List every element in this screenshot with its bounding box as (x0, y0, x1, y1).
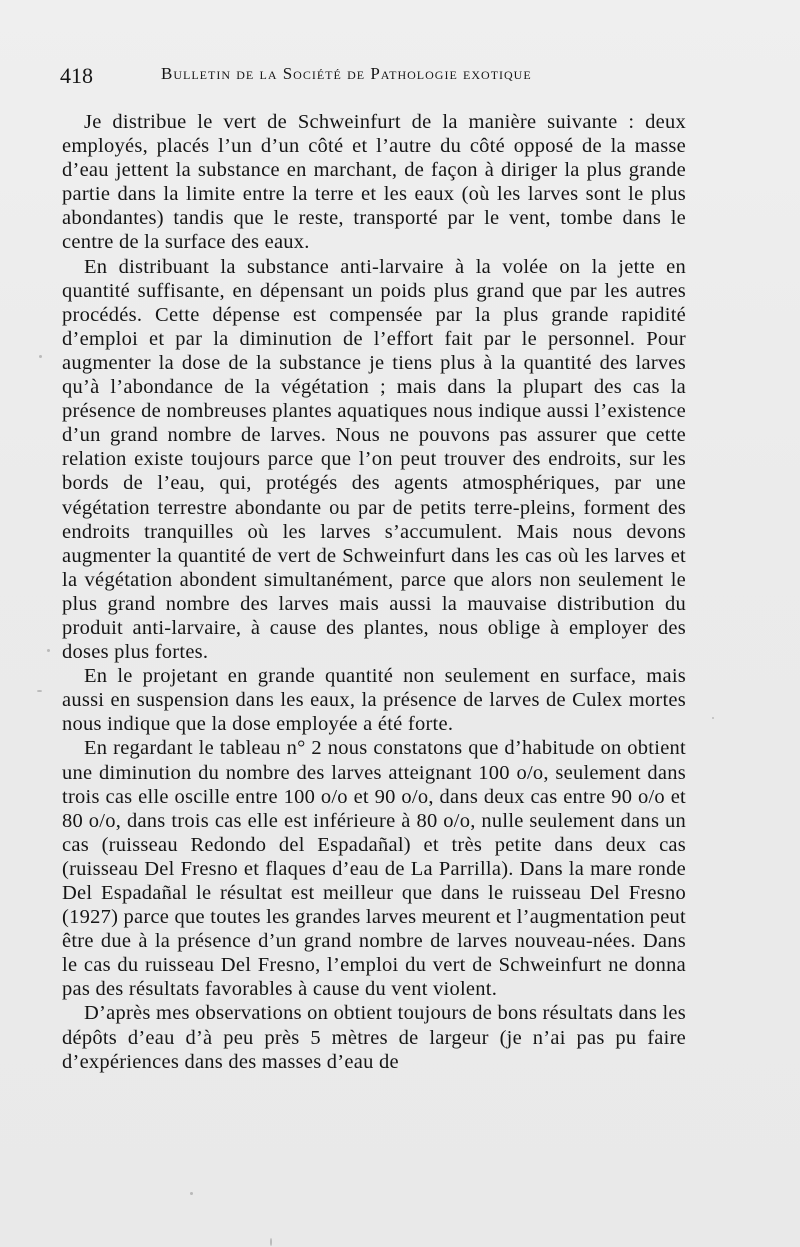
scan-speck (37, 690, 42, 692)
page-number: 418 (60, 63, 93, 88)
scan-speck (190, 1192, 193, 1195)
paragraph: D’après mes observations on obtient toujours de bons résultats dans les dépôts d’eau d’à peu près 5 mètres de largeur (je n’ai pas pu faire d’expériences dans des masses d’eau de (62, 1002, 686, 1073)
page-body (62, 110, 686, 1074)
paragraph: En le projetant en grande quantité non seulement en surface, mais aussi en suspension dans les eaux, la présence de larves de Culex mortes nous indique que la dose employée a été forte. (62, 665, 686, 736)
page-header (60, 63, 700, 93)
paragraph: En regardant le tableau n° 2 nous constatons que d’habitude on obtient une diminution du nombre des larves atteignant 100 o/o, seulement dans trois cas elle oscille entre 100 o/o et 90 o/o, dans deux cas entre 90 o/o et 80 o/o, dans trois cas elle est inférieure à 80 o/o, nulle seulement dans un cas (ruisseau Redondo del Espadañal) et très petite dans deux cas (ruisseau Del Fresno et flaques d’eau de La Parrilla). Dans la mare ronde Del Espadañal le résultat est meilleur que dans le ruisseau Del Fresno (1927) parce que toutes les grandes larves meurent et l’augmentation peut être due à la présence d’un grand nombre de larves nouveau-nées. Dans le cas du ruisseau Del Fresno, l’emploi du vert de Schweinfurt ne donna pas des résultats favorables à cause du vent violent. (62, 737, 686, 1001)
paragraph: Je distribue le vert de Schweinfurt de la manière suivante : deux employés, placés l’un d’un côté et l’autre du côté opposé de la masse d’eau jettent la substance en marchant, de façon à diriger la plus grande partie dans la limite entre la terre et les eaux (où les larves sont le plus abondantes) tandis que le reste, transporté par le vent, tombe dans le centre de la surface des eaux. (62, 111, 686, 254)
running-title: Bulletin de la Société de Pathologie exotique (161, 64, 532, 83)
scan-speck (39, 355, 42, 358)
scan-speck (712, 717, 714, 719)
scan-speck (270, 1238, 272, 1246)
scan-speck (47, 649, 50, 652)
paragraph: En distribuant la substance anti-larvaire à la volée on la jette en quantité suffisante, en dépensant un poids plus grand que par les autres procédés. Cette dépense est compensée par la plus grande rapidité d’emploi et par la diminution de l’effort fait par le personnel. Pour augmenter la dose de la substance je tiens plus à la quantité des larves qu’à l’abondance de la végétation ; mais dans la plupart des cas la présence de nombreuses plantes aquatiques nous indique aussi l’existence d’un grand nombre de larves. Nous ne pouvons pas assurer que cette relation existe toujours parce que l’on peut trouver des endroits, sur les bords de l’eau, qui, protégés des agents atmosphériques, par une végétation terrestre abondante ou par de petits terre-pleins, forment des endroits tranquilles où les larves s’accumulent. Mais nous devons augmenter la quantité de vert de Schweinfurt dans les cas où les larves et la végétation abondent simultanément, parce que alors non seulement le plus grand nombre des larves mais aussi la mauvaise distribution du produit anti-larvaire, à cause des plantes, nous oblige à employer des doses plus fortes. (62, 255, 686, 664)
